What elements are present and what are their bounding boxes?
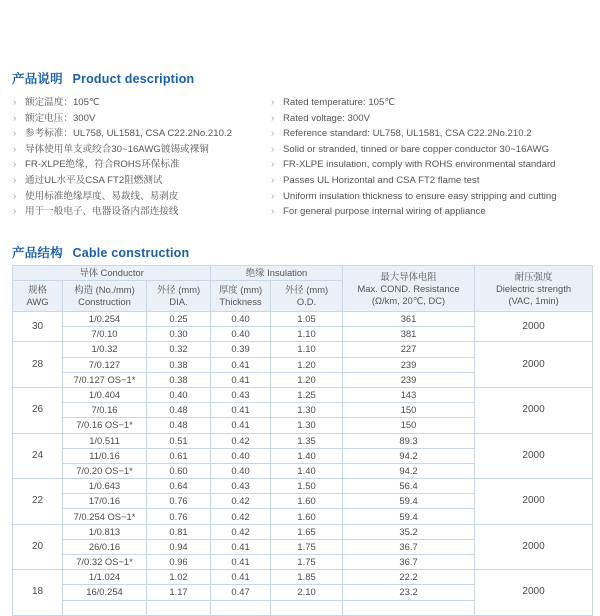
awg-cell: 30 bbox=[13, 312, 63, 342]
description-item-text: Uniform insulation thickness to ensure easy stripping and cutting bbox=[283, 190, 557, 202]
dia-cell: 0.96 bbox=[147, 555, 211, 570]
thickness-cell bbox=[211, 600, 271, 615]
resistance-header: 最大导体电阻 Max. COND. Resistance (Ω/km, 20℃, DC) bbox=[343, 266, 475, 312]
resistance-cell: 150 bbox=[343, 403, 475, 418]
conductor-header: 导体 Conductor bbox=[13, 266, 211, 281]
thickness-cell: 0.41 bbox=[211, 418, 271, 433]
resistance-cell: 59.4 bbox=[343, 509, 475, 524]
dia-cell: 0.40 bbox=[147, 387, 211, 402]
resistance-cell: 227 bbox=[343, 342, 475, 357]
resistance-cell: 239 bbox=[343, 372, 475, 387]
awg-cell: 26 bbox=[13, 387, 63, 433]
construction-cell: 7/0.20 OS−1* bbox=[63, 463, 147, 478]
thickness-cell: 0.42 bbox=[211, 524, 271, 539]
resistance-cell: 89.3 bbox=[343, 433, 475, 448]
awg-header: 规格 AWG bbox=[13, 281, 63, 312]
resistance-cell: 239 bbox=[343, 357, 475, 372]
cable-construction-title-en: Cable construction bbox=[72, 246, 190, 260]
resistance-cell: 361 bbox=[343, 312, 475, 327]
construction-cell: 1/0.813 bbox=[63, 524, 147, 539]
dia-cell: 0.60 bbox=[147, 463, 211, 478]
dia-cell: 0.64 bbox=[147, 479, 211, 494]
description-item-text: For general purpose internal wiring of appliance bbox=[283, 206, 486, 218]
od-header: 外径 (mm) O.D. bbox=[271, 281, 343, 312]
chevron-right-icon: › bbox=[271, 206, 275, 218]
thickness-cell: 0.42 bbox=[211, 494, 271, 509]
chevron-right-icon: › bbox=[271, 190, 275, 202]
dia-cell: 0.48 bbox=[147, 418, 211, 433]
od-cell: 1.60 bbox=[271, 494, 343, 509]
resistance-cell bbox=[343, 600, 475, 615]
dielectric-cell: 2000 bbox=[475, 342, 593, 388]
dia-cell: 0.48 bbox=[147, 403, 211, 418]
chevron-right-icon: › bbox=[13, 206, 17, 218]
thickness-cell: 0.40 bbox=[211, 463, 271, 478]
construction-cell: 7/0.254 OS−1* bbox=[63, 509, 147, 524]
dia-cell: 1.02 bbox=[147, 570, 211, 585]
od-cell: 1.75 bbox=[271, 555, 343, 570]
chevron-right-icon: › bbox=[271, 128, 275, 140]
product-description-title bbox=[12, 69, 194, 87]
construction-cell: 7/0.127 OS−1* bbox=[63, 372, 147, 387]
dia-cell: 0.38 bbox=[147, 372, 211, 387]
description-item-text: 额定电压：300V bbox=[25, 112, 96, 124]
description-item bbox=[270, 189, 590, 205]
description-item-text: 通过UL水平及CSA FT2阻燃测试 bbox=[25, 174, 163, 186]
dia-header: 外径 (mm) DIA. bbox=[147, 281, 211, 312]
description-item-text: FR-XLPE insulation, comply with ROHS environmental standard bbox=[283, 159, 556, 171]
chevron-right-icon: › bbox=[271, 112, 275, 124]
chevron-right-icon: › bbox=[271, 159, 275, 171]
construction-cell: 16/0.254 bbox=[63, 585, 147, 600]
table-row bbox=[13, 433, 593, 448]
resistance-cell: 36.7 bbox=[343, 539, 475, 554]
construction-cell: 7/0.16 OS−1* bbox=[63, 418, 147, 433]
chevron-right-icon: › bbox=[13, 143, 17, 155]
description-item bbox=[12, 111, 267, 127]
description-item-text: 参考标准：UL758, UL1581, CSA C22.2No.210.2 bbox=[25, 128, 232, 140]
construction-cell: 7/0.16 bbox=[63, 403, 147, 418]
description-item bbox=[270, 95, 590, 111]
od-cell: 1.20 bbox=[271, 357, 343, 372]
dia-cell: 0.76 bbox=[147, 494, 211, 509]
thickness-cell: 0.40 bbox=[211, 448, 271, 463]
product-description-title-cn: 产品说明 bbox=[12, 72, 63, 86]
od-cell: 1.10 bbox=[271, 342, 343, 357]
chevron-right-icon: › bbox=[13, 128, 17, 140]
resistance-cell: 59.4 bbox=[343, 494, 475, 509]
dia-cell: 0.25 bbox=[147, 312, 211, 327]
thickness-cell: 0.41 bbox=[211, 403, 271, 418]
awg-cell: 24 bbox=[13, 433, 63, 479]
description-item bbox=[270, 126, 590, 142]
dia-cell: 0.38 bbox=[147, 357, 211, 372]
description-item bbox=[12, 173, 267, 189]
cable-construction-title-cn: 产品结构 bbox=[12, 246, 63, 260]
description-item bbox=[270, 111, 590, 127]
chevron-right-icon: › bbox=[13, 190, 17, 202]
thickness-cell: 0.41 bbox=[211, 555, 271, 570]
dielectric-cell: 2000 bbox=[475, 387, 593, 433]
od-cell: 1.75 bbox=[271, 539, 343, 554]
dia-cell: 0.61 bbox=[147, 448, 211, 463]
thickness-cell: 0.41 bbox=[211, 372, 271, 387]
resistance-cell: 36.7 bbox=[343, 555, 475, 570]
description-item-text: 额定温度：105℃ bbox=[25, 97, 100, 108]
description-item-text: Rated voltage: 300V bbox=[283, 112, 370, 124]
description-item-text: 用于一般电子、电器设备内部连接线 bbox=[25, 206, 179, 218]
awg-cell: 18 bbox=[13, 570, 63, 616]
od-cell: 1.40 bbox=[271, 463, 343, 478]
table-row bbox=[13, 387, 593, 402]
od-cell: 1.05 bbox=[271, 312, 343, 327]
od-cell: 1.30 bbox=[271, 418, 343, 433]
resistance-cell: 94.2 bbox=[343, 463, 475, 478]
description-item-text: FR-XLPE绝缘，符合ROHS环保标准 bbox=[25, 159, 180, 171]
thickness-cell: 0.42 bbox=[211, 509, 271, 524]
description-item bbox=[12, 126, 267, 142]
chevron-right-icon: › bbox=[13, 174, 17, 186]
construction-cell: 11/0.16 bbox=[63, 448, 147, 463]
od-cell: 1.50 bbox=[271, 479, 343, 494]
thickness-cell: 0.40 bbox=[211, 312, 271, 327]
od-cell: 1.10 bbox=[271, 327, 343, 342]
resistance-cell: 150 bbox=[343, 418, 475, 433]
table-row bbox=[13, 570, 593, 585]
description-item-text: 导体使用单支或绞合30~16AWG镀锡或裸铜 bbox=[25, 143, 209, 155]
chevron-right-icon: › bbox=[271, 174, 275, 186]
construction-cell bbox=[63, 600, 147, 615]
construction-cell: 1/0.404 bbox=[63, 387, 147, 402]
dia-cell: 1.17 bbox=[147, 585, 211, 600]
cable-construction-table bbox=[12, 265, 593, 616]
chevron-right-icon: › bbox=[13, 159, 17, 171]
od-cell: 1.85 bbox=[271, 570, 343, 585]
od-cell: 1.65 bbox=[271, 524, 343, 539]
dia-cell: 0.81 bbox=[147, 524, 211, 539]
description-item bbox=[12, 189, 267, 205]
description-item bbox=[12, 95, 267, 111]
od-cell: 1.60 bbox=[271, 509, 343, 524]
thickness-header: 厚度 (mm) Thickness bbox=[211, 281, 271, 312]
description-item-text: Solid or stranded, tinned or bare copper conductor 30~16AWG bbox=[283, 143, 550, 155]
chevron-right-icon: › bbox=[13, 112, 17, 124]
description-item bbox=[12, 204, 267, 220]
thickness-cell: 0.40 bbox=[211, 327, 271, 342]
dia-cell: 0.30 bbox=[147, 327, 211, 342]
chevron-right-icon: › bbox=[271, 143, 275, 155]
dielectric-header: 耐压强度 Dielectric strength (VAC, 1min) bbox=[475, 266, 593, 312]
od-cell: 1.35 bbox=[271, 433, 343, 448]
dielectric-cell: 2000 bbox=[475, 479, 593, 525]
dia-cell: 0.32 bbox=[147, 342, 211, 357]
construction-cell: 7/0.32 OS−1* bbox=[63, 555, 147, 570]
thickness-cell: 0.42 bbox=[211, 433, 271, 448]
description-item-text: Reference standard: UL758, UL1581, CSA C22.2No.210.2 bbox=[283, 128, 532, 140]
dielectric-cell: 2000 bbox=[475, 570, 593, 616]
description-item bbox=[12, 142, 267, 158]
cable-construction-title bbox=[12, 243, 189, 261]
od-cell: 2.10 bbox=[271, 585, 343, 600]
dia-cell bbox=[147, 600, 211, 615]
thickness-cell: 0.41 bbox=[211, 570, 271, 585]
cable-construction-table-body bbox=[13, 312, 593, 616]
od-cell: 1.25 bbox=[271, 387, 343, 402]
awg-cell: 22 bbox=[13, 479, 63, 525]
thickness-cell: 0.43 bbox=[211, 387, 271, 402]
thickness-cell: 0.43 bbox=[211, 479, 271, 494]
construction-cell: 7/0.10 bbox=[63, 327, 147, 342]
resistance-cell: 56.4 bbox=[343, 479, 475, 494]
description-item-text: Passes UL Horizontal and CSA FT2 flame test bbox=[283, 174, 480, 186]
construction-cell: 17/0.16 bbox=[63, 494, 147, 509]
description-item bbox=[270, 204, 590, 220]
dielectric-cell: 2000 bbox=[475, 433, 593, 479]
awg-cell: 20 bbox=[13, 524, 63, 570]
insulation-header: 绝缘 Insulation bbox=[211, 266, 343, 281]
description-item-text: Rated temperature: 105℃ bbox=[283, 97, 396, 108]
product-description-list-cn bbox=[12, 95, 267, 220]
construction-cell: 1/0.32 bbox=[63, 342, 147, 357]
resistance-cell: 94.2 bbox=[343, 448, 475, 463]
product-description-list-en bbox=[270, 95, 590, 220]
resistance-cell: 35.2 bbox=[343, 524, 475, 539]
description-item bbox=[270, 173, 590, 189]
od-cell bbox=[271, 600, 343, 615]
table-row bbox=[13, 524, 593, 539]
table-row bbox=[13, 312, 593, 327]
chevron-right-icon: › bbox=[13, 97, 17, 108]
table-row bbox=[13, 342, 593, 357]
construction-cell: 1/0.254 bbox=[63, 312, 147, 327]
construction-header: 构造 (No./mm) Construction bbox=[63, 281, 147, 312]
dielectric-cell: 2000 bbox=[475, 312, 593, 342]
resistance-cell: 23.2 bbox=[343, 585, 475, 600]
table-row bbox=[13, 479, 593, 494]
resistance-cell: 22.2 bbox=[343, 570, 475, 585]
product-description-title-en: Product description bbox=[72, 72, 195, 86]
construction-cell: 7/0.127 bbox=[63, 357, 147, 372]
thickness-cell: 0.39 bbox=[211, 342, 271, 357]
dia-cell: 0.51 bbox=[147, 433, 211, 448]
od-cell: 1.30 bbox=[271, 403, 343, 418]
construction-cell: 26/0.16 bbox=[63, 539, 147, 554]
resistance-cell: 143 bbox=[343, 387, 475, 402]
od-cell: 1.20 bbox=[271, 372, 343, 387]
dia-cell: 0.94 bbox=[147, 539, 211, 554]
description-item bbox=[270, 142, 590, 158]
description-item bbox=[12, 157, 267, 173]
thickness-cell: 0.41 bbox=[211, 357, 271, 372]
dia-cell: 0.76 bbox=[147, 509, 211, 524]
awg-cell: 28 bbox=[13, 342, 63, 388]
resistance-cell: 381 bbox=[343, 327, 475, 342]
chevron-right-icon: › bbox=[271, 97, 275, 108]
dielectric-cell: 2000 bbox=[475, 524, 593, 570]
thickness-cell: 0.47 bbox=[211, 585, 271, 600]
od-cell: 1.40 bbox=[271, 448, 343, 463]
construction-cell: 1/1.024 bbox=[63, 570, 147, 585]
description-item bbox=[270, 157, 590, 173]
description-item-text: 使用标准绝缘厚度、易裁线、易剥皮 bbox=[25, 190, 179, 202]
construction-cell: 1/0.643 bbox=[63, 479, 147, 494]
construction-cell: 1/0.511 bbox=[63, 433, 147, 448]
thickness-cell: 0.41 bbox=[211, 539, 271, 554]
